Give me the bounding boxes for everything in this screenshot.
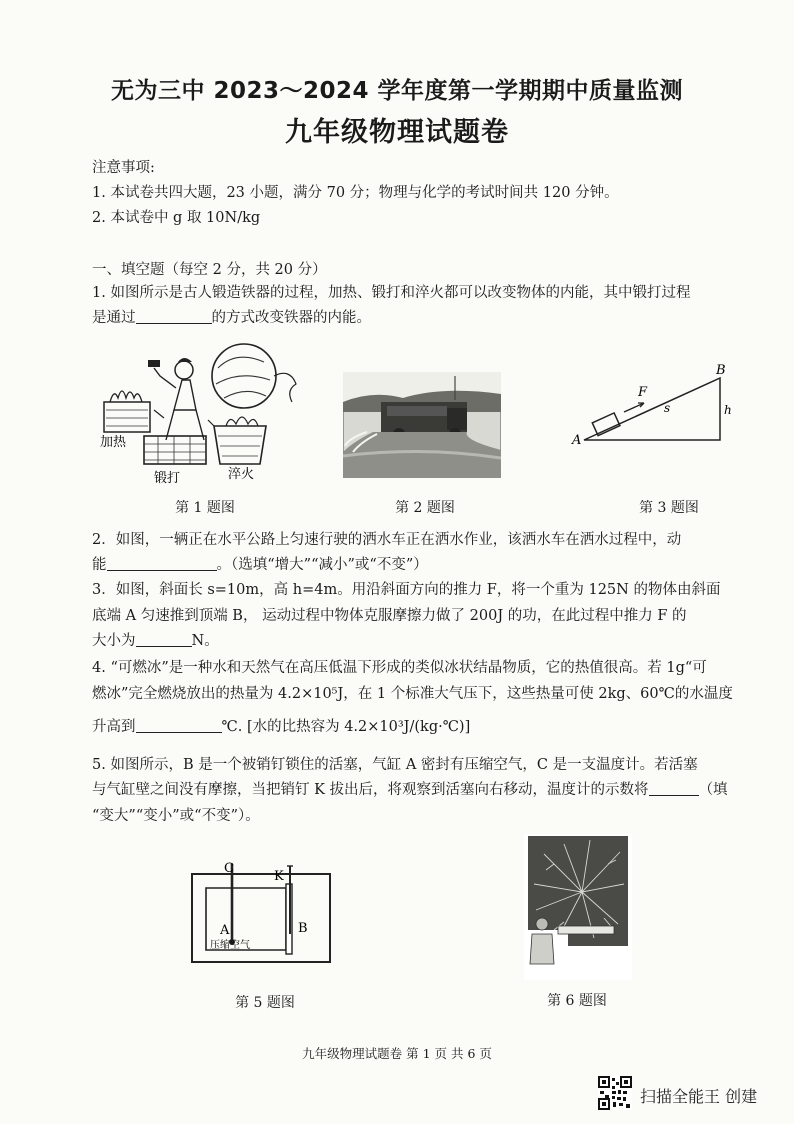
figure-3-incline bbox=[568, 362, 738, 446]
notes-heading: 注意事项: bbox=[92, 160, 155, 176]
q1-line2-a: 是通过 bbox=[92, 310, 136, 326]
fig5-label-a: A bbox=[220, 923, 230, 938]
q3-answer-blank[interactable] bbox=[136, 632, 192, 647]
q2-line2-a: 能 bbox=[92, 557, 107, 573]
figure-5-cylinder bbox=[186, 846, 336, 976]
q4-line3-b: ℃. [水的比热容为 4.2×10³J/(kg·℃)] bbox=[221, 719, 471, 735]
q2-line1: 2．如图，一辆正在水平公路上匀速行驶的洒水车正在洒水作业，该洒水车在洒水过程中，动 bbox=[92, 532, 682, 548]
figure-6-caption: 第 6 题图 bbox=[547, 993, 607, 1009]
q5-answer-blank[interactable] bbox=[649, 781, 699, 796]
q2-answer-blank[interactable] bbox=[107, 556, 217, 571]
figure-1-caption: 第 1 题图 bbox=[175, 500, 235, 516]
qr-code-icon bbox=[598, 1076, 632, 1110]
q3-line3-b: N。 bbox=[191, 633, 219, 649]
scanner-watermark: 扫描全能王 创建 bbox=[640, 1087, 758, 1106]
exam-title: 无为三中 2023～2024 学年度第一学期期中质量监测 bbox=[110, 78, 684, 104]
fig3-label-b: B bbox=[716, 363, 726, 378]
fig3-label-f: F bbox=[638, 385, 648, 400]
fig3-label-h: h bbox=[724, 403, 732, 417]
fig3-label-s: s bbox=[664, 401, 671, 415]
q1-answer-blank[interactable] bbox=[136, 309, 212, 324]
notes-item-1: 1. 本试卷共四大题，23 小题，满分 70 分；物理与化学的考试时间共 120 分钟。 bbox=[92, 185, 619, 201]
q3-line3 bbox=[92, 629, 219, 650]
fig5-label-air: 压缩空气 bbox=[210, 940, 250, 951]
fig5-label-b: B bbox=[298, 921, 308, 936]
q4-line3-a: 升高到 bbox=[92, 719, 136, 735]
fig1-label-heat: 加热 bbox=[100, 435, 127, 450]
q5-line2 bbox=[92, 778, 728, 799]
figure-2-caption: 第 2 题图 bbox=[395, 500, 455, 516]
q5-line2-b: （填 bbox=[698, 782, 728, 798]
fig1-label-quench: 淬火 bbox=[228, 467, 255, 482]
q1-line2-b: 的方式改变铁器的内能。 bbox=[211, 310, 371, 326]
fig5-label-k: K bbox=[274, 869, 284, 884]
fig5-label-c: C bbox=[224, 861, 234, 876]
exam-subtitle: 九年级物理试题卷 bbox=[285, 117, 509, 148]
q2-line2 bbox=[92, 553, 428, 574]
q1-line1: 1. 如图所示是古人锻造铁器的过程，加热、锻打和淬火都可以改变物体的内能，其中锻打过程 bbox=[92, 285, 691, 301]
q5-line3: “变大”“变小”或“不变”）。 bbox=[92, 808, 260, 824]
notes-item-2: 2. 本试卷中 g 取 10N/kg bbox=[92, 210, 261, 226]
figure-2-sprinkler-truck-photo bbox=[343, 372, 501, 478]
fig3-label-a: A bbox=[572, 433, 582, 446]
q3-line1: 3．如图，斜面长 s=10m，高 h=4m。用沿斜面方向的推力 F，将一个重为 125N 的物体由斜面 bbox=[92, 582, 721, 598]
q4-line2: 燃冰”完全燃烧放出的热量为 4.2×10⁵J，在 1 个标准大气压下，这些热量可使 2kg、60℃的水温度 bbox=[92, 686, 733, 702]
q5-line1: 5. 如图所示，B 是一个被销钉锁住的活塞，气缸 A 密封有压缩空气，C 是一支温度计。若活塞 bbox=[92, 757, 698, 773]
q5-line2-a: 与气缸壁之间没有摩擦，当把销钉 K 拔出后，将观察到活塞向右移动，温度计的示数将 bbox=[92, 782, 649, 798]
page-footer: 九年级物理试题卷 第 1 页 共 6 页 bbox=[302, 1046, 492, 1061]
q2-line2-b: 。（选填“增大”“减小”或“不变”） bbox=[216, 557, 428, 573]
q1-line2 bbox=[92, 306, 371, 327]
q4-answer-blank[interactable] bbox=[136, 718, 222, 733]
figure-5-caption: 第 5 题图 bbox=[235, 995, 295, 1011]
q4-line3 bbox=[92, 715, 470, 736]
q3-line2: 底端 A 匀速推到顶端 B， 运动过程中物体克服摩擦力做了 200J 的功，在此过程中推力 F 的 bbox=[92, 608, 687, 624]
figure-1-forging bbox=[96, 340, 306, 488]
q3-line3-a: 大小为 bbox=[92, 633, 136, 649]
figure-3-caption: 第 3 题图 bbox=[639, 500, 699, 516]
q4-line1: 4. “可燃冰”是一种水和天然气在高压低温下形成的类似冰状结晶物质，它的热值很高。若 1g“可 bbox=[92, 660, 707, 676]
fig1-label-forge: 锻打 bbox=[154, 471, 181, 486]
figure-6-photo bbox=[524, 834, 632, 980]
section1-heading: 一、填空题（每空 2 分，共 20 分） bbox=[92, 262, 327, 278]
